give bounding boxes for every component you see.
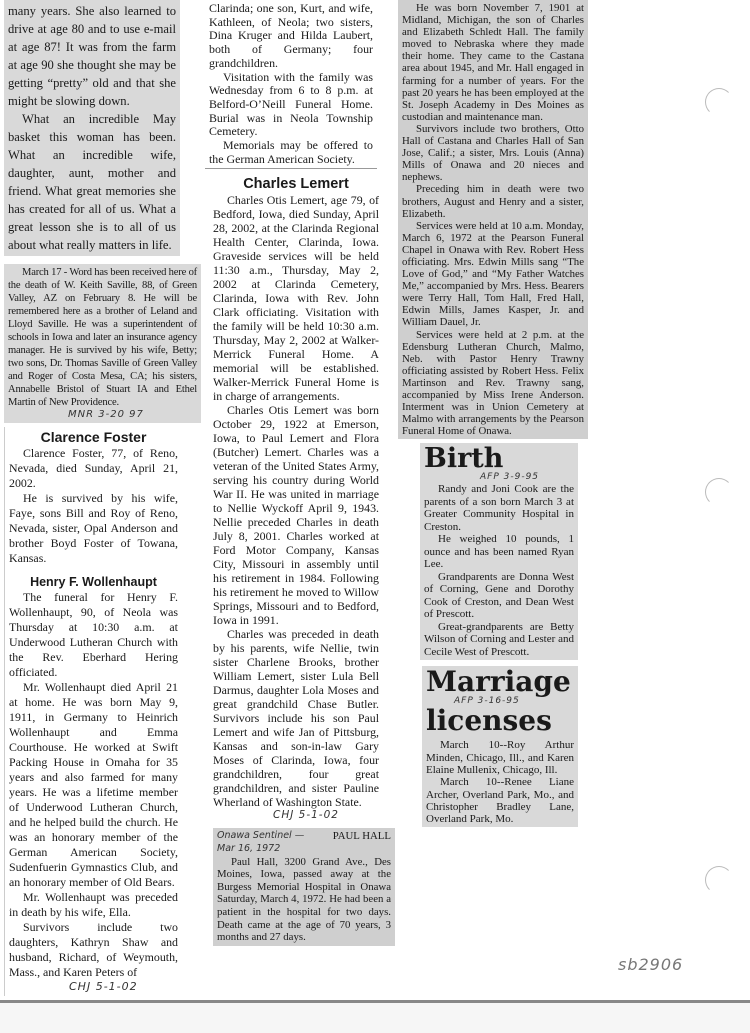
article-body [8, 266, 197, 409]
paragraph: Services were held at 10 a.m. Monday, March 6, 1972 at the Pearson Funeral Chapel in Onawa with Rev. Robert Hess officiating. Mrs. Edwin Mills sang “The Love of God,” and “My Father Watches Me,” accompanied by Mrs. Hess. Bearers were Terry Hall, Tom Hall, Fred Hall, Edwin Mills, James Kasper, Jr. and William Dauel, Jr. [402, 219, 584, 329]
paragraph: March 17 - Word has been received here of the death of W. Keith Saville, 88, of Green Valley, AZ on February 8. He will be remembered here as a brother of Leland and Lloyd Saville. He was a superintendent of schools in Iowa and later an insurance agency manager. He is survived by his wife, Betty; two sons, Dr. Thomas Saville of Green Valley and Roger of Costa Mesa, CA; his sisters, Annabelle Bristol of Stuart IA and Ethel Martin of New Providence. [8, 267, 197, 408]
article-body [9, 446, 178, 566]
obituary-heading-hall: PAUL HALL [332, 830, 391, 843]
obituary-heading-foster: Clarence Foster [40, 429, 147, 445]
handwritten-annotation-date: Mar 16, 1972 [217, 843, 281, 855]
obituary-heading-wollenhaupt: Henry F. Wollenhaupt [30, 575, 157, 589]
clipping-wollenhaupt-continued [205, 0, 377, 169]
column-1 [4, 0, 201, 996]
clipping-lemert-obituary [209, 173, 383, 824]
clipping-paul-hall-start [213, 828, 395, 945]
handwritten-annotation: AFP 3-9-95 [480, 472, 540, 483]
hole-punch-mark [705, 88, 733, 116]
paragraph: Paul Hall, 3200 Grand Ave., Des Moines, Iowa, passed away at the Burgess Memorial Hospital in Onawa Saturday, March 4, 1972. He had been a patient in the hospital for two days. Death came at the age of 70 years, 3 months and 27 days. [217, 855, 391, 944]
paragraph: Memorials may be offered to the German American Society. [209, 138, 373, 166]
handwritten-annotation: CHJ 5-1-02 [69, 980, 138, 993]
paragraph: He weighed 10 pounds, 1 ounce and has been named Ryan Lee. [424, 533, 574, 571]
birth-heading: Birth [424, 443, 504, 475]
paragraph: Survivors include two brothers, Otto Hall of Castana and Charles Hall of San Jose, Calif.; a sister, Mrs. Louis (Anna) Mills of Onawa and 20 nieces and nephews. [402, 122, 584, 184]
article-body [209, 2, 373, 166]
paragraph: Mr. Wollenhaupt died April 21 at home. He was born May 9, 1911, in Germany to Heinrich Wollenhaupt and Emma Courthouse. He worked at Swift Packing House in Omaha for 35 years and also farmed for many years. He was a lifetime member of Underwood Lutheran Church, and he helped build the church. He was an honorary member of the German American Society, Sudenfuerin Gymnastics Club, and an honorary member of Old Bears. [9, 680, 178, 889]
paragraph: Charles was preceded in death by his parents, wife Nellie, twin sister Charlene Brooks, brother William Lemert, sister Lula Bell Darmus, daughter Lola Moses and great grandchild Chase Butler. Survivors include his son Paul Lemert and wife Jan of Pittsburg, Kansas and son-in-law Gary Moses of Clarinda, Iowa, four grandchildren, four great grandchildren, and sister Pauline Wherland of Washington State. [213, 627, 379, 810]
paragraph: Great-grandparents are Betty Wilson of Corning and Lester and Cecile West of Prescott. [424, 620, 574, 658]
paragraph: many years. She also learned to drive at age 80 and to use e-mail at age 87! It was from the farm at age 90 she thought she may be getting “pretty” old and that she might be slowing down. [8, 4, 176, 108]
handwritten-annotation: CHJ 5-1-02 [273, 809, 339, 822]
column-3 [398, 0, 588, 827]
marriage-heading-line1: Marriage [426, 665, 571, 699]
paragraph: Services were held at 2 p.m. at the Edensburg Lutheran Church, Malmo, Neb. with Pastor Henry Trawny officiating assisted by Robert Hess. Felix Martinson and Rev. Trawny sang, accompanied by Miss Irene Anderson. Interment was in Union Cemetery at Malmo with arrangements by the Pearson Funeral Home of Onawa. [402, 328, 584, 438]
paragraph: Charles Otis Lemert, age 79, of Bedford, Iowa, died Sunday, April 28, 2002, at the Clarinda Regional Health Center, Clarinda, Iowa. Graveside services will be held 11:30 a.m., Thursday, May 2, 2002 at Clarinda Cemetery, Clarinda, Iowa with Rev. John Clark officiating. Visitation with the family will be held 10:30 a.m. Thursday, May 2, 2002 at Walker-Merrick Funeral Home. A memorial will be established. Walker-Merrick Funeral Home is in charge of arrangements. [213, 193, 379, 404]
obituary-heading-lemert: Charles Lemert [243, 176, 349, 193]
paragraph: He was born November 7, 1901 at Midland, Michigan, the son of Charles and Elizabeth Schledt Hall. The family moved to Nebraska where they made their home. They came to the Castana area about 1945, and Mr. Hall engaged in farming for a number of years. For the past 20 years he has been employed at the St. Joseph Academy in Des Moines as custodian and maintenance man. [402, 2, 584, 123]
clipping-birth [420, 443, 578, 660]
hole-punch-mark [705, 866, 733, 894]
clipping-may-basket [4, 0, 180, 256]
paragraph: He is survived by his wife, Faye, sons Bill and Roy of Reno, Nevada, sister, Opal Anderson and brother Boyd Foster of Towana, Kansas. [9, 491, 178, 565]
page-label: sb2906 [618, 955, 684, 974]
paragraph: The funeral for Henry F. Wollenhaupt, 90, of Neola was Thursday at 10:30 a.m. at Underwood Lutheran Church with the Rev. Eberhard Hering officiated. [9, 590, 178, 679]
handwritten-annotation: MNR 3-20 97 [68, 409, 144, 420]
clipping-saville-obituary [4, 264, 201, 423]
handwritten-annotation-source: Onawa Sentinel — [217, 830, 305, 842]
hole-punch-mark [705, 478, 733, 506]
paragraph: Clarence Foster, 77, of Reno, Nevada, died Sunday, April 21, 2002. [9, 446, 178, 490]
article-body [217, 856, 391, 944]
article-body [213, 193, 379, 809]
article-body [9, 590, 178, 980]
clipping-paul-hall-continued [398, 0, 588, 439]
paragraph: Mr. Wollenhaupt was preceded in death by his wife, Ella. [9, 890, 178, 919]
paragraph: What an incredible May basket this woman has been. What an incredible wife, daughter, aunt, mother and friend. What great memories she has created for all of us. What a great lesson she is to all of us about what really matters in life. [8, 112, 176, 252]
article-body [424, 483, 574, 658]
handwritten-annotation: AFP 3-16-95 [454, 696, 520, 707]
paragraph: Grandparents are Donna West of Corning, Gene and Dorothy Cook of Creston, and Dean West of Prescott. [424, 570, 574, 621]
paragraph: Randy and Joni Cook are the parents of a son born March 3 at Greater Community Hospital in Creston. [424, 483, 574, 533]
paragraph: Clarinda; one son, Kurt, and wife, Kathleen, of Neola; two sisters, Dina Kruger and Hilda Laubert, both of Germany; four grandchildren. [209, 1, 373, 70]
clipping-marriage-licenses [422, 666, 578, 827]
paragraph: Charles Otis Lemert was born October 29, 1922 at Emerson, Iowa, to Paul Lemert and Flora (Butcher) Lemert. Charles was a veteran of the United States Army, serving his country during World War II. He was united in marriage to Nellie Wyckoff April 9, 1943. Nellie preceded Charles in death July 8, 2001. Charles worked at Ford Motor Company, Kansas City, Missouri in assembly until his retirement in 1984. Following his retirement he moved to Willow Springs, Missouri and to Bedford, Iowa in 1991. [213, 403, 379, 628]
clipping-foster-wollenhaupt [4, 427, 182, 996]
paragraph: Preceding him in death were two brothers, August and Henry and a sister, Elizabeth. [402, 183, 584, 220]
article-body [402, 2, 584, 437]
article-body [8, 2, 176, 254]
paragraph: March 10--Roy Arthur Minden, Chicago, Ill., and Karen Elaine Mullenix, Chicago, Ill. [426, 739, 574, 776]
column-2 [205, 0, 395, 946]
marriage-heading-line2: licenses [426, 704, 552, 738]
paragraph: Survivors include two daughters, Kathryn Shaw and husband, Richard, of Weymouth, Mass., and Karen Peters of [9, 920, 178, 979]
paragraph: March 10--Renee Liane Archer, Overland Park, Mo., and Christopher Bradley Lane, Overland Park, Mo. [426, 776, 574, 826]
paragraph: Visitation with the family was Wednesday from 6 to 8 p.m. at Belford-O’Neill Funeral Home. Burial was in Neola Township Cemetery. [209, 69, 373, 139]
article-body [426, 739, 574, 825]
scan-background [0, 1003, 750, 1033]
